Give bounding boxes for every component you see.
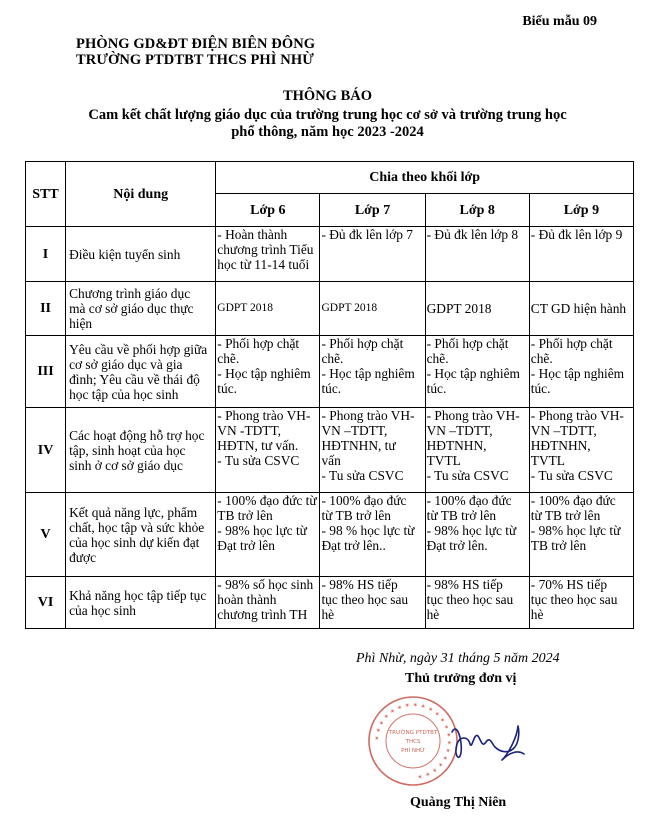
header-content: Nội dung xyxy=(66,162,216,227)
table-row xyxy=(26,408,634,493)
row-number: III xyxy=(26,336,66,408)
cell-grade-8: - Đủ đk lên lớp 8 xyxy=(425,227,529,282)
cell-grade-9: CT GD hiện hành xyxy=(529,282,633,336)
cell-grade-6: - 98% số học sinh hoàn thành chương trình TH xyxy=(216,577,320,629)
row-number: VI xyxy=(26,577,66,629)
header-grade-6: Lớp 6 xyxy=(216,194,320,227)
row-number: IV xyxy=(26,408,66,493)
row-content: Khả năng học tập tiếp tục của học sinh xyxy=(66,577,216,629)
cell-grade-6: - Phong trào VH- VN -TDTT, HĐTN, tư vấn. - Tu sửa CSVC xyxy=(216,408,320,493)
header-grade-group: Chia theo khối lớp xyxy=(216,162,634,194)
cell-grade-7: - 100% đạo đức từ TB trở lên - 98 % học lực từ Đạt trở lên.. xyxy=(320,493,425,577)
table-row xyxy=(26,336,634,408)
cell-grade-8: - Phối hợp chặt chẽ. - Học tập nghiêm túc. xyxy=(425,336,529,408)
header-grade-8: Lớp 8 xyxy=(425,194,529,227)
agency-line-1: PHÒNG GD&ĐT ĐIỆN BIÊN ĐÔNG xyxy=(76,36,316,52)
svg-text:✶ ✶ ✶ ✶ ✶ ✶ ✶ ✶ ✶ ✶ ✶ ✶ ✶ ✶ ✶: ✶ ✶ ✶ ✶ ✶ ✶ ✶ ✶ ✶ ✶ ✶ ✶ ✶ ✶ ✶ ✶ ✶ ✶ ✶ ✶ ✶ xyxy=(372,700,454,781)
cell-grade-9: - Đủ đk lên lớp 9 xyxy=(529,227,633,282)
document-title: THÔNG BÁO xyxy=(282,88,373,104)
table-row xyxy=(26,577,634,629)
row-content: Điều kiện tuyển sinh xyxy=(66,227,216,282)
row-number: II xyxy=(26,282,66,336)
cell-grade-8: - Phong trào VH- VN –TDTT, HĐTNHN, TVTL - Tu sửa CSVC xyxy=(425,408,529,493)
cell-grade-6: - Phối hợp chặt chẽ. - Học tập nghiêm túc. xyxy=(216,336,320,408)
signer-name: Quàng Thị Niên xyxy=(410,795,507,810)
row-content: Kết quả năng lực, phẩm chất, học tập và sức khỏe của học sinh dự kiến đạt được xyxy=(66,493,216,577)
header-grade-7: Lớp 7 xyxy=(320,194,425,227)
agency-header xyxy=(76,36,315,68)
cell-grade-9: - Phong trào VH- VN –TDTT, HĐTNHN, TVTL - Tu sửa CSVC xyxy=(529,408,633,493)
cell-grade-7: - 98% HS tiếp tục theo học sau hè xyxy=(320,577,425,629)
cell-grade-8: - 98% HS tiếp tục theo học sau hè xyxy=(425,577,529,629)
form-number: Biểu mẫu 09 xyxy=(522,14,597,29)
cell-grade-7: - Đủ đk lên lớp 7 xyxy=(320,227,425,282)
subtitle-line-2: phổ thông, năm học 2023 -2024 xyxy=(231,124,424,140)
cell-grade-8: GDPT 2018 xyxy=(425,282,529,336)
svg-text:TRƯỜNG PTDTBT: TRƯỜNG PTDTBT xyxy=(388,730,438,736)
agency-line-2: TRƯỜNG PTDTBT THCS PHÌ NHỪ xyxy=(76,52,314,68)
svg-text:PHÌ NHỪ: PHÌ NHỪ xyxy=(401,748,425,754)
row-number: V xyxy=(26,493,66,577)
signer-title: Thủ trưởng đơn vị xyxy=(405,671,517,686)
cell-grade-9: - 100% đạo đức từ TB trở lên - 98% học lực từ TB trở lên xyxy=(529,493,633,577)
cell-grade-6: - Hoàn thành chương trình Tiểu học từ 11-14 tuổi xyxy=(216,227,320,282)
subtitle-line-1: Cam kết chất lượng giáo dục của trường trung học cơ sở và trường trung học xyxy=(88,107,567,123)
table-row xyxy=(26,227,634,282)
row-number: I xyxy=(26,227,66,282)
table-row xyxy=(26,493,634,577)
cell-grade-7: - Phối hợp chặt chẽ. - Học tập nghiêm túc. xyxy=(320,336,425,408)
official-stamp xyxy=(366,694,460,788)
header-grade-9: Lớp 9 xyxy=(529,194,633,227)
handwritten-signature xyxy=(448,714,526,764)
cell-grade-6: GDPT 2018 xyxy=(216,282,320,336)
cell-grade-7: GDPT 2018 xyxy=(320,282,425,336)
place-date: Phì Nhừ, ngày 31 tháng 5 năm 2024 xyxy=(356,651,560,666)
row-content: Chương trình giáo dục mà cơ sở giáo dục thực hiện xyxy=(66,282,216,336)
row-content: Các hoạt động hỗ trợ học tập, sinh hoạt của học sinh ở cơ sở giáo dục xyxy=(66,408,216,493)
table-row xyxy=(26,282,634,336)
cell-grade-8: - 100% đạo đức từ TB trở lên - 98% học lực từ Đạt trở lên. xyxy=(425,493,529,577)
commitment-table xyxy=(25,161,634,629)
document-subtitle xyxy=(60,107,595,141)
svg-text:THCS: THCS xyxy=(405,739,421,745)
row-content: Yêu cầu về phối hợp giữa cơ sở giáo dục và gia đình; Yêu cầu về thái độ học tập của học sinh xyxy=(66,336,216,408)
header-stt: STT xyxy=(26,162,66,227)
cell-grade-6: - 100% đạo đức từ TB trở lên - 98% học lực từ Đạt trở lên xyxy=(216,493,320,577)
cell-grade-9: - Phối hợp chặt chẽ. - Học tập nghiêm túc. xyxy=(529,336,633,408)
cell-grade-7: - Phong trào VH- VN –TDTT, HĐTNHN, tư vấn - Tu sửa CSVC xyxy=(320,408,425,493)
cell-grade-9: - 70% HS tiếp tục theo học sau hè xyxy=(529,577,633,629)
